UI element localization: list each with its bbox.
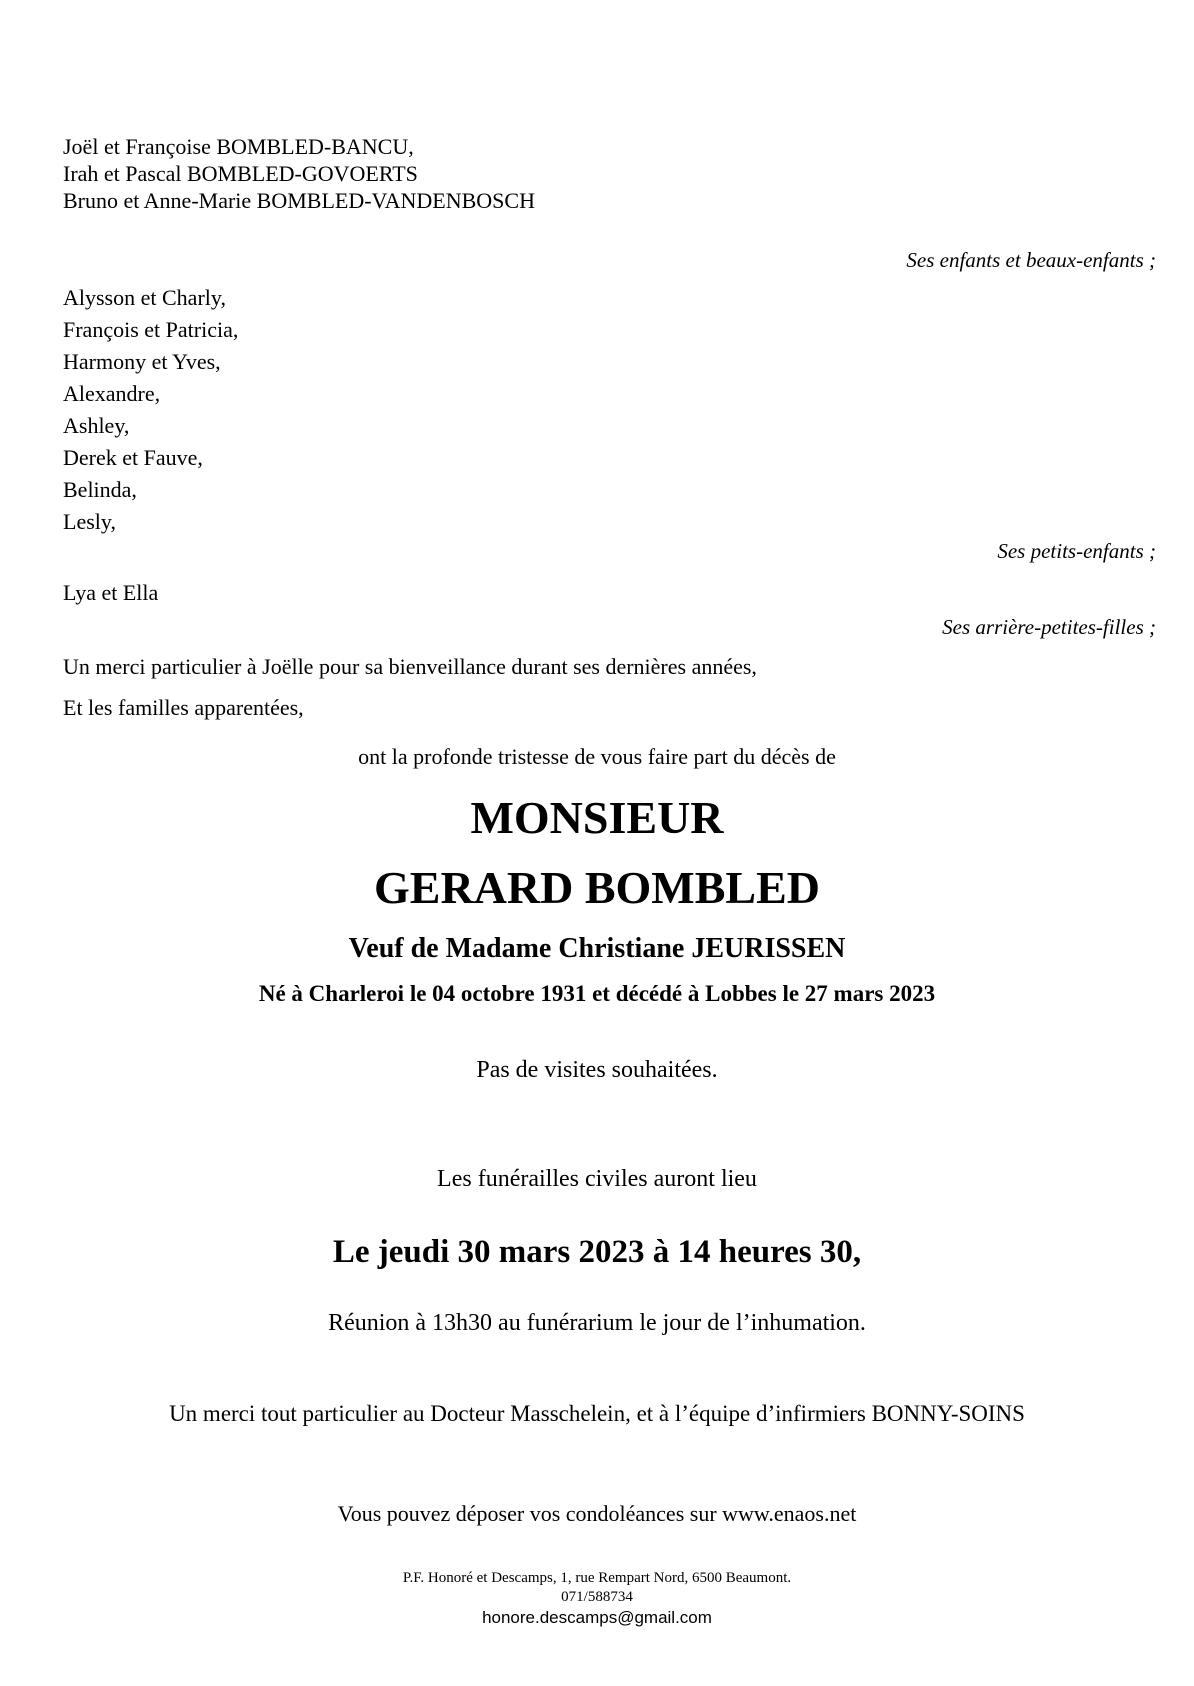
- meeting-line: Réunion à 13h30 au funérarium le jour de l’inhumation.: [328, 1310, 866, 1336]
- children-names-block: [63, 133, 1194, 214]
- birth-death-line: Né à Charleroi le 04 octobre 1931 et décédé à Lobbes le 27 mars 2023: [258, 981, 936, 1006]
- grandchild-line: Alysson et Charly,: [63, 285, 226, 310]
- family-line: Joël et Françoise BOMBLED-BANCU,: [63, 134, 414, 159]
- grandchild-line: Lesly,: [63, 509, 116, 534]
- grandchildren-names-block: [63, 282, 1194, 538]
- condolences-line: Vous pouvez déposer vos condoléances sur www.enaos.net: [337, 1501, 857, 1526]
- title-monsieur: MONSIEUR: [470, 792, 724, 843]
- grandchild-line: Ashley,: [63, 413, 130, 438]
- funeral-intro-line: Les funérailles civiles auront lieu: [437, 1166, 757, 1192]
- relation-label-children: Ses enfants et beaux-enfants ;: [906, 248, 1156, 272]
- relation-label-grandchildren: Ses petits-enfants ;: [997, 539, 1156, 563]
- announcement-line: ont la profonde tristesse de vous faire part du décès de: [358, 744, 836, 769]
- funeral-home-footer: [0, 1569, 1194, 1628]
- funeral-home-phone: 071/588734: [561, 1589, 633, 1605]
- related-families-line: Et les familles apparentées,: [63, 695, 304, 720]
- grandchild-line: François et Patricia,: [63, 317, 239, 342]
- family-line: Bruno et Anne-Marie BOMBLED-VANDENBOSCH: [63, 188, 535, 213]
- widower-line: Veuf de Madame Christiane JEURISSEN: [348, 933, 846, 964]
- funeral-home-address: P.F. Honoré et Descamps, 1, rue Rempart Nord, 6500 Beaumont.: [402, 1570, 792, 1586]
- family-line: Irah et Pascal BOMBLED-GOVOERTS: [63, 161, 418, 186]
- deceased-name: GERARD BOMBLED: [374, 862, 820, 913]
- great-grandchildren-line: Lya et Ella: [63, 580, 159, 605]
- funeral-home-email: honore.descamps@gmail.com: [482, 1608, 712, 1627]
- grandchild-line: Alexandre,: [63, 381, 161, 406]
- relation-label-great-granddaughters: Ses arrière-petites-filles ;: [942, 615, 1156, 639]
- funeral-date-line: Le jeudi 30 mars 2023 à 14 heures 30,: [332, 1234, 862, 1270]
- thanks-joelle-line: Un merci particulier à Joëlle pour sa bienveillance durant ses dernières années,: [63, 654, 757, 679]
- grandchild-line: Belinda,: [63, 477, 137, 502]
- thanks-doctor-line: Un merci tout particulier au Docteur Masschelein, et à l’équipe d’infirmiers BONNY-SOINS: [169, 1401, 1025, 1426]
- grandchild-line: Harmony et Yves,: [63, 349, 221, 374]
- no-visits-line: Pas de visites souhaitées.: [476, 1057, 718, 1083]
- grandchild-line: Derek et Fauve,: [63, 445, 203, 470]
